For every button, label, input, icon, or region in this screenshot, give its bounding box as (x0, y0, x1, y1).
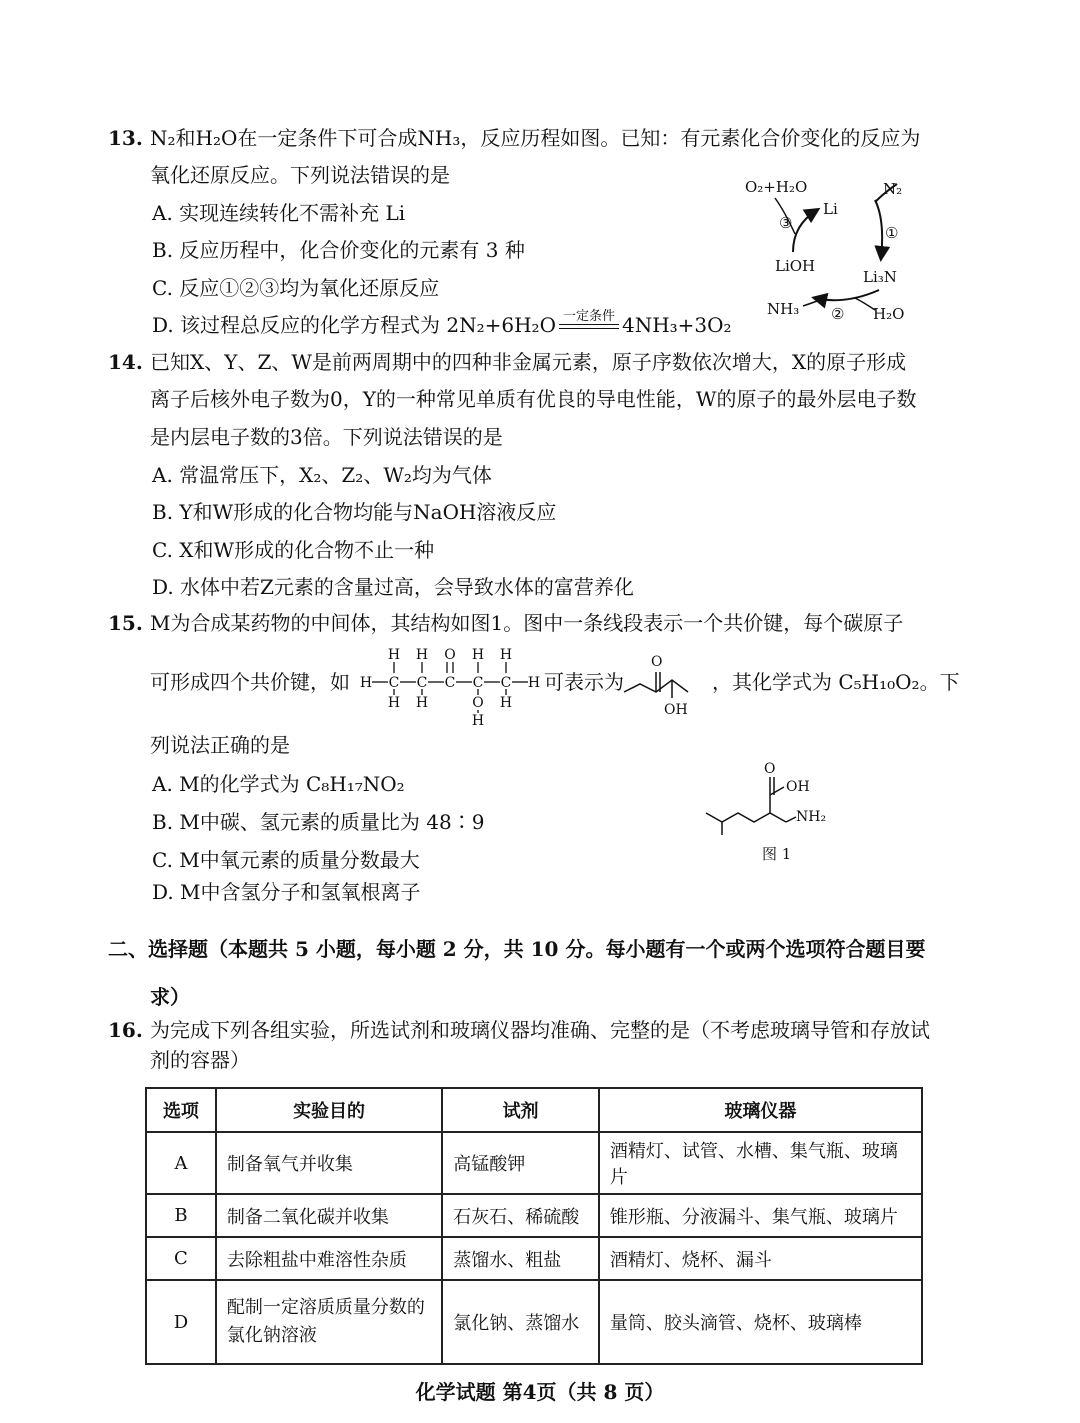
table-cell: B (146, 1194, 216, 1237)
table-cell: 酒精灯、试管、水槽、集气瓶、玻璃片 (599, 1132, 922, 1194)
q13-option-d-right: 4NH₃+3O₂ (621, 313, 732, 337)
struct-h: H (387, 695, 401, 711)
q13-number: 13. (108, 126, 143, 150)
q13-option-c: C. 反应①②③均为氧化还原反应 (152, 276, 440, 300)
table-cell: 蒸馏水、粗盐 (442, 1237, 599, 1280)
q16-experiment-table (145, 1087, 923, 1365)
struct-o: O (444, 647, 456, 663)
q16-stem-line1: 为完成下列各组实验，所选试剂和玻璃仪器均准确、完整的是（不考虑玻璃导管和存放试 (150, 1018, 930, 1042)
q13-condition-arrow (556, 311, 622, 339)
q14-number: 14. (108, 350, 143, 374)
q15-option-b: B. M中碳、氢元素的质量比为 48∶9 (152, 810, 485, 834)
q14-stem-line3: 是内层电子数的3倍。下列说法错误的是 (150, 425, 503, 449)
q15-skeletal-example (622, 650, 712, 720)
q13-arrow-h2o-in (855, 298, 875, 310)
q13-diagram-h2o: H₂O (873, 305, 905, 323)
section2-heading-line1: 二、选择题（本题共 5 小题，每小题 2 分，共 10 分。每小题有一个或两个选项符合题目要 (108, 937, 926, 961)
q14-option-a: A. 常温常压下，X₂、Z₂、W₂均为气体 (152, 463, 492, 487)
struct-c: C (472, 675, 484, 691)
table-row (146, 1132, 922, 1194)
q14-option-d: D. 水体中若Z元素的含量过高，会导致水体的富营养化 (152, 575, 634, 599)
q13-diagram-lioh: LiOH (775, 257, 816, 275)
struct-h: H (471, 713, 485, 727)
q15-option-d: D. M中含氢分子和氢氧根离子 (152, 880, 421, 904)
q13-arrow-step1 (875, 200, 882, 258)
struct-c: C (416, 675, 428, 691)
q16-number: 16. (108, 1018, 143, 1042)
struct-h: H (471, 647, 485, 663)
q13-arrow-step3 (793, 210, 817, 252)
table-cell: C (146, 1237, 216, 1280)
q14-option-c: C. X和W形成的化合物不止一种 (152, 538, 435, 562)
table-cell: 锥形瓶、分液漏斗、集气瓶、玻璃片 (599, 1194, 922, 1237)
q13-option-d-left: D. 该过程总反应的化学方程式为 2N₂+6H₂O (152, 313, 556, 337)
q15-stem-line2b: 可表示为 (544, 670, 624, 694)
struct-o: O (472, 695, 484, 711)
q13-stem-line2: 氧化还原反应。下列说法错误的是 (150, 163, 450, 187)
q15-expanded-structure (360, 645, 545, 727)
q13-diagram-n2: N₂ (883, 180, 903, 198)
struct-h: H (415, 647, 429, 663)
fig1-oh: OH (786, 779, 810, 795)
q13-diagram-li3n: Li₃N (863, 268, 897, 286)
q14-stem-line2: 离子后核外电子数为0，Y的一种常见单质有优良的导电性能，W的原子的最外层电子数 (150, 387, 917, 411)
q13-arrow-nh3-out (803, 298, 825, 306)
q13-condition-text: 一定条件 (562, 309, 615, 324)
table-header-row (146, 1088, 922, 1132)
q15-option-c: C. M中氧元素的质量分数最大 (152, 848, 420, 872)
table-cell: 去除粗盐中难溶性杂质 (216, 1237, 442, 1280)
q13-diagram-nh3: NH₃ (767, 300, 800, 318)
q13-diagram-step3: ③ (779, 214, 793, 232)
skeletal-oh: OH (664, 702, 688, 718)
q14-stem-line1: 已知X、Y、Z、W是前两周期中的四种非金属元素，原子序数依次增大，X的原子形成 (150, 350, 907, 374)
q13-diagram-o2h2o: O₂+H₂O (745, 178, 808, 196)
struct-h: H (527, 675, 541, 691)
struct-c: C (388, 675, 400, 691)
q15-stem-line3: 列说法正确的是 (150, 733, 290, 757)
q13-option-a: A. 实现连续转化不需补充 Li (152, 201, 406, 225)
table-cell: 制备氧气并收集 (216, 1132, 442, 1194)
struct-h: H (387, 647, 401, 663)
q13-reaction-cycle-diagram (735, 170, 935, 330)
struct-c: C (500, 675, 512, 691)
table-cell: 高锰酸钾 (442, 1132, 599, 1194)
table-header-option: 选项 (146, 1088, 216, 1132)
table-cell: 石灰石、稀硫酸 (442, 1194, 599, 1237)
table-cell: 氯化钠、蒸馏水 (442, 1280, 599, 1364)
q15-stem-line2a: 可形成四个共价键，如 (150, 670, 350, 694)
struct-h: H (360, 675, 373, 691)
q13-diagram-step1: ① (885, 224, 899, 242)
table-cell: 酒精灯、烧杯、漏斗 (599, 1237, 922, 1280)
fig1-nh2: NH₂ (796, 809, 827, 825)
q15-number: 15. (108, 611, 143, 635)
q13-diagram-li: Li (823, 200, 838, 218)
q15-stem-line2c: ，其化学式为 C₅H₁₀O₂。下 (712, 670, 960, 694)
table-row (146, 1280, 922, 1364)
section2-heading-line2: 求） (150, 985, 190, 1009)
q15-figure1-structure (700, 755, 840, 865)
q15-stem-line1: M为合成某药物的中间体，其结构如图1。图中一条线段表示一个共价键，每个碳原子 (150, 611, 904, 635)
table-cell: 制备二氧化碳并收集 (216, 1194, 442, 1237)
table-cell: A (146, 1132, 216, 1194)
table-row (146, 1237, 922, 1280)
table-header-purpose: 实验目的 (216, 1088, 442, 1132)
q13-option-b: B. 反应历程中，化合价变化的元素有 3 种 (152, 238, 525, 262)
fig1-label: 图 1 (762, 845, 792, 863)
table-cell: 配制一定溶质质量分数的氯化钠溶液 (216, 1280, 442, 1364)
table-row (146, 1194, 922, 1237)
fig1-o: O (764, 761, 776, 777)
q13-stem-line1: N₂和H₂O在一定条件下可合成NH₃，反应历程如图。已知：有元素化合价变化的反应为 (150, 126, 921, 150)
page-footer: 化学试题 第4页（共 8 页） (415, 1380, 665, 1404)
struct-h: H (499, 647, 513, 663)
q15-option-a: A. M的化学式为 C₈H₁₇NO₂ (152, 772, 405, 796)
skeletal-o: O (651, 654, 663, 670)
q14-option-b: B. Y和W形成的化合物均能与NaOH溶液反应 (152, 500, 557, 524)
table-header-reagent: 试剂 (442, 1088, 599, 1132)
struct-c: C (444, 675, 456, 691)
table-header-glassware: 玻璃仪器 (599, 1088, 922, 1132)
q13-option-d (152, 311, 732, 339)
struct-h: H (499, 695, 513, 711)
struct-h: H (415, 695, 429, 711)
table-cell: 量筒、胶头滴管、烧杯、玻璃棒 (599, 1280, 922, 1364)
table-cell: D (146, 1280, 216, 1364)
q13-diagram-step2: ② (831, 305, 845, 323)
q16-stem-line2: 剂的容器） (150, 1048, 250, 1072)
